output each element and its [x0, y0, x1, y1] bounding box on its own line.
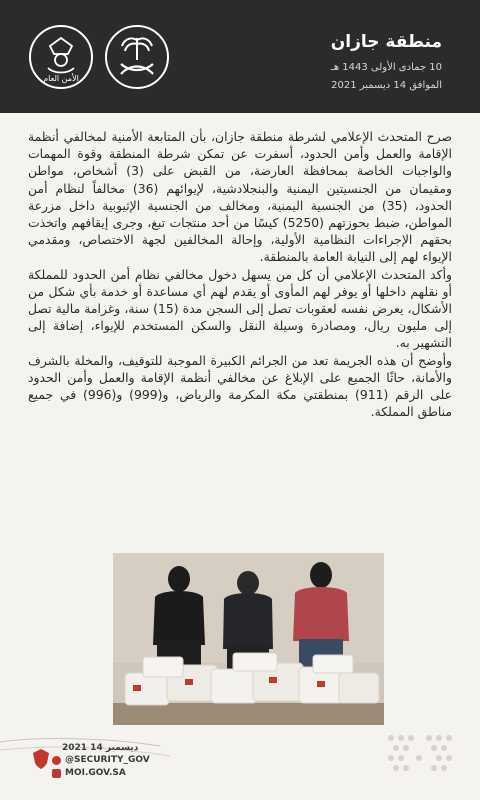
- footer-website[interactable]: [52, 768, 126, 778]
- saudi-emblem-icon: [104, 24, 170, 90]
- gregorian-date: الموافق 14 ديسمبر 2021: [331, 80, 442, 91]
- website-url: MOI.GOV.SA: [65, 768, 126, 778]
- press-release-body: [28, 128, 452, 420]
- hijri-date: 10 جمادى الأولى 1443 هـ: [330, 62, 442, 73]
- paragraph-3: وأوضح أن هذه الجريمة تعد من الجرائم الكبيرة الموجبة للتوقيف، والمخلة بالشرف والأمانة، حاثًا الجميع على الإبلاغ عن مخالفي أنظمة الإقامة والعمل وأمن الحدود على الرقم (911) بمنطقتي مكة المكرمة والرياض، و(999) و(996) في جميع مناطق المملكة.: [28, 352, 453, 420]
- public-security-label: الأمن العام: [43, 74, 79, 83]
- footer-date: 2021 14 ديسمبر: [62, 743, 139, 753]
- dot-pattern-icon: [385, 732, 455, 778]
- public-security-small-icon: [32, 748, 50, 770]
- globe-icon: [52, 769, 61, 778]
- paragraph-2: وأكد المتحدث الإعلامي أن كل من يسهل دخول مخالفي نظام أمن الحدود للمملكة أو نقلهم داخلها أو يوفر لهم المأوى أو يقدم لهم أي مساعدة أو خدمة بأي شكل من الأشكال، يعرض نفسه لعقوبات تصل إلى السجن مدة (15) سنة، وغرامة مالية تصل إلى مليون ريال، ومصادرة وسيلة النقل والسكن المستخدم للإيواء، إضافة إلى التشهير به.: [28, 266, 452, 351]
- paragraph-1: صرح المتحدث الإعلامي لشرطة منطقة جازان، بأن المتابعة الأمنية لمخالفي أنظمة الإقامة والعمل وأمن الحدود، أسفرت عن تمكن شرطة المنطقة وقوة المهمات والواجبات الخاصة بمحافظة العارضة، من القبض على (3) أشخاص، مواطن ومقيمان من الجنسيتين اليمنية والبنجلادشية، لإيوائهم (36) مخالفاً لنظام أمن الحدود، (35) من الجنسية اليمنية، ومخالف من الجنسية الإثيوبية داخل مزرعة المواطن، ضبط بحوزتهم (5250) كيسًا من أحد منتجات تبغ، وجرى إيقافهم واتخذت بحقهم الإجراءات النظامية الأولية، وإحالة المخالفين لجهة الاختصاص، ومقدمي الإيواء لهم إلى النيابة العامة بالمنطقة.: [28, 129, 452, 265]
- footer-twitter[interactable]: [52, 755, 150, 765]
- twitter-icon: [52, 756, 61, 765]
- evidence-photo: [113, 553, 384, 725]
- header-bar: [0, 0, 480, 113]
- region-title: منطقة جازان: [330, 32, 442, 52]
- seized-tobacco-bags: [125, 653, 379, 705]
- twitter-handle: @SECURITY_GOV: [65, 755, 150, 765]
